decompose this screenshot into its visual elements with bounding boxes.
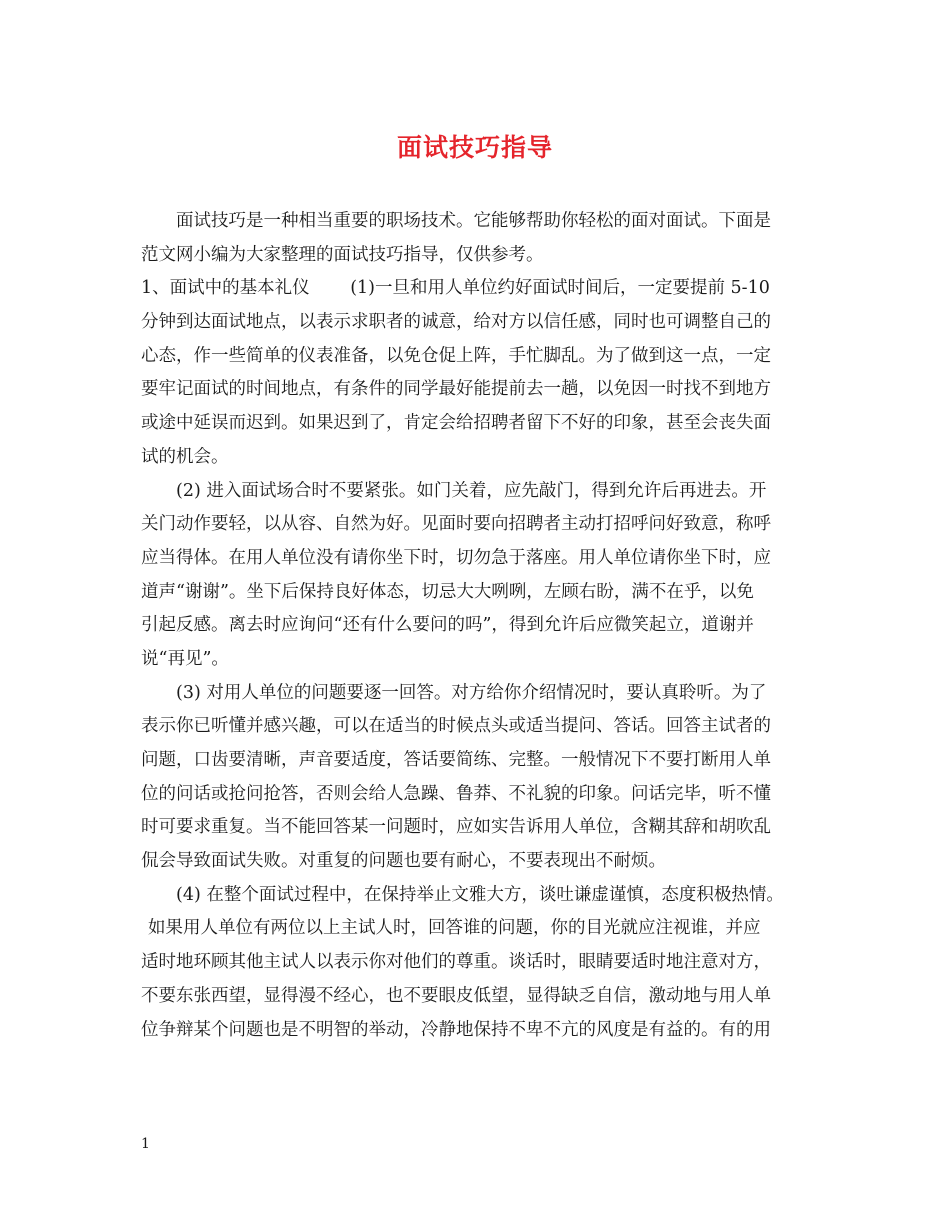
paragraph-line: 应当得体。在用人单位没有请你坐下时，切勿急于落座。用人单位请你坐下时，应	[141, 547, 771, 568]
paragraph-line: 分钟到达面试地点，以表示求职者的诚意，给对方以信任感，同时也可调整自己的	[141, 312, 771, 333]
paragraph-line: 关门动作要轻，以从容、自然为好。见面时要向招聘者主动打招呼问好致意，称呼	[141, 514, 771, 535]
paragraph-line: 适时地环顾其他主试人以表示你对他们的尊重。谈话时，眼睛要适时地注意对方，	[141, 952, 771, 973]
paragraph-line: 范文网小编为大家整理的面试技巧指导，仅供参考。	[141, 244, 544, 265]
page-number: 1	[141, 1136, 150, 1152]
paragraph-line: 侃会导致面试失败。对重复的问题也要有耐心，不要表现出不耐烦。	[141, 851, 666, 872]
paragraph-line: 问题，口齿要清晰，声音要适度，答话要简练、完整。一般情况下不要打断用人单	[141, 750, 771, 770]
paragraph-line: 引起反感。离去时应询问“还有什么要问的吗”，得到允许后应微笑起立，道谢并	[141, 615, 754, 636]
paragraph-line: 不要东张西望，显得漫不经心，也不要眼皮低望，显得缺乏自信，激动地与用人单	[141, 985, 771, 1006]
paragraph-line: 道声“谢谢”。坐下后保持良好体态，切忌大大咧咧，左顾右盼，满不在乎，以免	[141, 581, 754, 602]
paragraph-line: 位的问话或抢问抢答，否则会给人急躁、鲁莽、不礼貌的印象。问话完毕，听不懂	[141, 783, 771, 804]
paragraph-line: (3) 对用人单位的问题要逐一回答。对方给你介绍情况时，要认真聆听。为了	[176, 682, 767, 703]
paragraph-line: 或途中延误而迟到。如果迟到了，肯定会给招聘者留下不好的印象，甚至会丧失面	[141, 413, 771, 434]
paragraph-line: 位争辩某个问题也是不明智的举动，冷静地保持不卑不亢的风度是有益的。有的用	[141, 1019, 771, 1040]
paragraph-line: 如果用人单位有两位以上主试人时，回答谁的问题，你的目光就应注视谁，并应	[148, 918, 761, 939]
paragraph-line: 试的机会。	[141, 446, 229, 467]
paragraph-line: (4) 在整个面试过程中，在保持举止文雅大方，谈吐谦虚谨慎，态度积极热情。	[176, 884, 784, 905]
paragraph-line: 说“再见”。	[141, 648, 229, 669]
document-title: 面试技巧指导	[396, 133, 553, 162]
paragraph-line: 心态，作一些简单的仪表准备，以免仓促上阵，手忙脚乱。为了做到这一点，一定	[141, 345, 771, 366]
paragraph-line: 面试技巧是一种相当重要的职场技术。它能够帮助你轻松的面对面试。下面是	[176, 211, 771, 231]
document-body	[141, 205, 831, 1047]
paragraph-line: 时可要求重复。当不能回答某一问题时，应如实告诉用人单位，含糊其辞和胡吹乱	[141, 817, 771, 838]
paragraph-line: (2) 进入面试场合时不要紧张。如门关着，应先敲门，得到允许后再进去。开	[176, 480, 767, 501]
paragraph-line: 1、面试中的基本礼仪 (1)一旦和用人单位约好面试时间后，一定要提前 5-10	[141, 278, 770, 299]
paragraph-line: 要牢记面试的时间地点，有条件的同学最好能提前去一趟，以免因一时找不到地方	[141, 379, 771, 400]
paragraph-line: 表示你已听懂并感兴趣，可以在适当的时候点头或适当提问、答话。回答主试者的	[141, 716, 771, 737]
